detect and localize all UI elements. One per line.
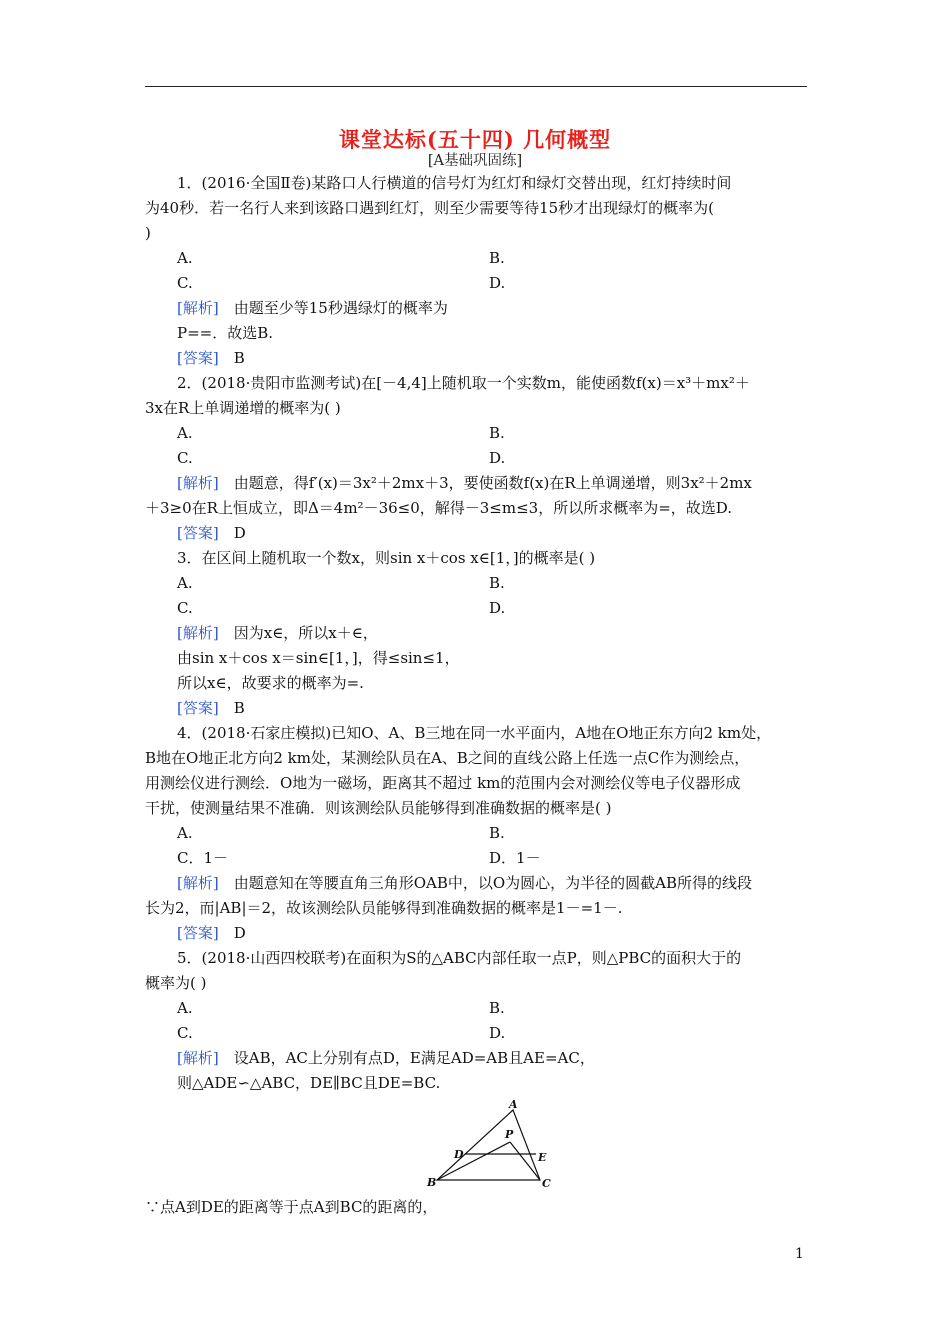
text-line: 3x在R上单调递增的概率为( ) [145,399,341,417]
analysis-line [177,298,448,318]
text-line: 干扰，使测量结果不准确．则该测绘队员能够得到准确数据的概率是( ) [145,799,612,817]
analysis-line [177,623,378,643]
option-b: B. [489,424,505,442]
answer-value: D [233,924,246,942]
option-d: D. [489,599,506,617]
label-c: C [542,1177,551,1190]
header-rule [145,86,807,87]
option-b: B. [489,824,505,842]
option-a: A. [177,824,193,842]
text-line: 5．(2018·山西四校联考)在面积为S的△ABC内部任取一点P，则△PBC的面积大于的 [177,949,742,967]
text-line: ＋3≥0在R上恒成立，即Δ＝4m²－36≤0，解得－3≤m≤3，所以所求概率为=，故选D. [145,499,733,517]
text-span: 由题意，得f′(x)＝3x²＋2mx＋3，要使函数f(x)在R上单调递增，则3x²＋2mx [233,474,752,492]
option-c: C. [177,274,193,292]
analysis-tag: [解析] [177,1049,219,1067]
answer-value: B [233,699,245,717]
text-line: 长为2，而|AB|＝2，故该测绘队员能够得到准确数据的概率是1－=1－. [145,899,623,917]
label-a: A [509,1098,518,1111]
text-line: 由sin x＋cos x＝sin∈[1，]，得≤sin≤1， [177,649,460,667]
text-span: 由题意知在等腰直角三角形OAB中，以O为圆心，为半径的圆截AB所得的线段 [233,874,753,892]
text-line: ∵点A到DE的距离等于点A到BC的距离的， [145,1198,438,1216]
text-line: 概率为( ) [145,974,207,992]
text-line: 2．(2018·贵阳市监测考试)在[－4,4]上随机取一个实数m，能使函数f(x)＝x³＋mx²＋ [177,374,750,392]
text-line: 4．(2018·石家庄模拟)已知O、A、B三地在同一水平面内，A地在O地正东方向2 km处， [177,724,772,742]
option-d: D. [489,274,506,292]
answer-tag: [答案] [177,524,219,542]
label-b: B [427,1176,437,1189]
answer-tag: [答案] [177,699,219,717]
answer-line [177,348,245,368]
option-c: C. [177,599,193,617]
text-line: ) [145,224,151,242]
triangle-abc [437,1110,540,1180]
option-c: C．1－ [177,849,229,867]
label-p: P [505,1128,514,1141]
answer-line [177,523,246,543]
answer-line [177,923,246,943]
text-line: 1．(2016·全国Ⅱ卷)某路口人行横道的信号灯为红灯和绿灯交替出现，红灯持续时间 [177,174,732,192]
text-line: 所以x∈，故要求的概率为=. [177,674,364,692]
analysis-tag: [解析] [177,624,219,642]
analysis-line [177,1048,595,1068]
option-b: B. [489,574,505,592]
option-c: C. [177,449,193,467]
segment-pb [437,1142,510,1180]
analysis-tag: [解析] [177,299,219,317]
text-line: P==．故选B. [177,324,274,342]
label-d: D [454,1148,464,1161]
option-c: C. [177,1024,193,1042]
option-d: D．1－ [489,849,541,867]
answer-value: B [233,349,245,367]
segment-pc [510,1142,540,1180]
option-a: A. [177,999,193,1017]
page-title: 课堂达标(五十四) 几何概型 [338,127,612,152]
triangle-figure [425,1098,565,1194]
answer-value: D [233,524,246,542]
option-a: A. [177,574,193,592]
option-a: A. [177,424,193,442]
analysis-line [177,873,752,893]
text-span: 设AB，AC上分别有点D，E满足AD=AB且AE=AC， [233,1049,595,1067]
answer-tag: [答案] [177,924,219,942]
option-b: B. [489,999,505,1017]
text-span: 因为x∈，所以x＋∈， [233,624,378,642]
label-e: E [538,1151,547,1164]
analysis-tag: [解析] [177,874,219,892]
text-line: 则△ADE∽△ABC，DE∥BC且DE=BC. [177,1074,441,1092]
analysis-tag: [解析] [177,474,219,492]
option-a: A. [177,249,193,267]
analysis-line [177,473,752,493]
text-line: 3．在区间上随机取一个数x，则sin x＋cos x∈[1，]的概率是( ) [177,549,596,567]
text-line: B地在O地正北方向2 km处，某测绘队员在A、B之间的直线公路上任选一点C作为测绘点， [145,749,750,767]
answer-line [177,698,245,718]
answer-tag: [答案] [177,349,219,367]
text-line: 用测绘仪进行测绘．O地为一磁场，距离其不超过 km的范围内会对测绘仪等电子仪器形成 [145,774,741,792]
text-span: 由题至少等15秒遇绿灯的概率为 [233,299,448,317]
text-line: 为40秒．若一名行人来到该路口遇到红灯，则至少需要等待15秒才出现绿灯的概率为( [145,199,715,217]
option-d: D. [489,449,506,467]
option-d: D. [489,1024,506,1042]
option-b: B. [489,249,505,267]
page-number: 1 [795,1246,804,1262]
section-subtitle: [A基础巩固练] [427,153,523,169]
